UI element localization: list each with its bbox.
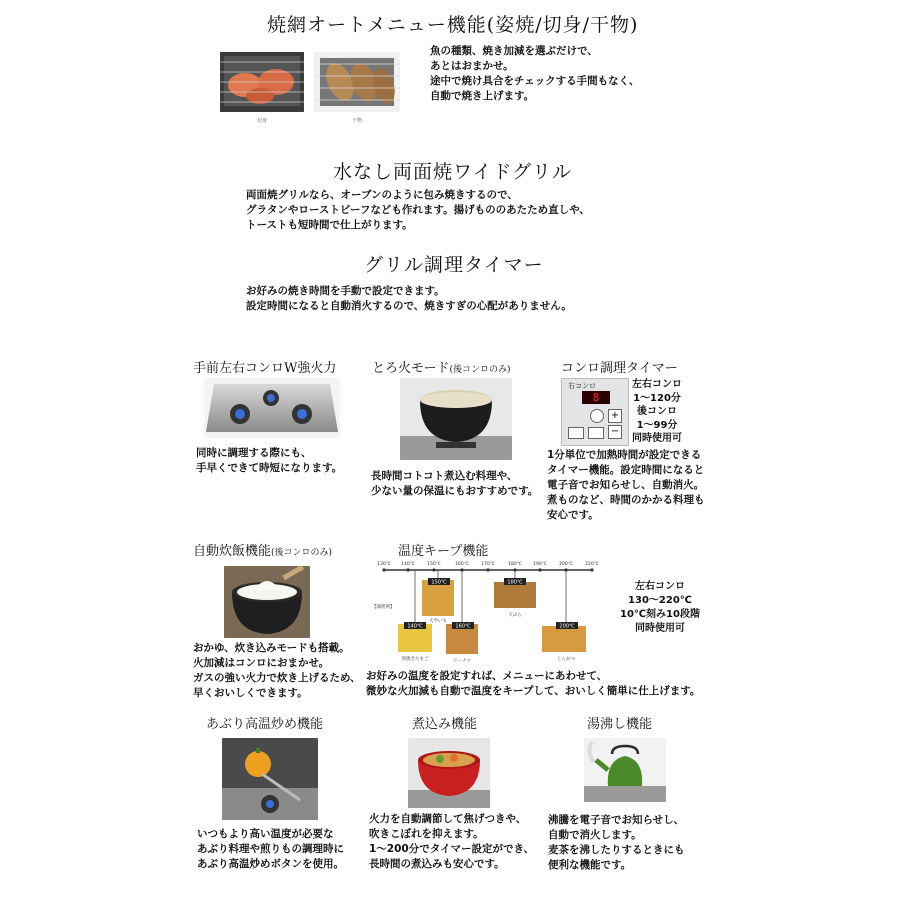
text-line: 同時に調理する際にも、 (196, 447, 312, 459)
text-line: 同時使用可 (632, 433, 682, 444)
text-line: 1〜120分 (633, 392, 681, 404)
text-line: 130〜220℃ (628, 595, 692, 606)
badge-text: 160℃ (455, 623, 471, 630)
text-line: 1分単位で加熱時間が設定できる (547, 449, 702, 461)
rice-title-main: 自動炊飯機能 (193, 544, 272, 559)
food-label: ドーナツ (453, 659, 471, 664)
cooktop-photo (204, 378, 340, 438)
text-line: 便利な機能です。 (548, 859, 632, 871)
badge-140 (404, 622, 426, 630)
badge-200 (556, 622, 578, 630)
badge-180 (504, 578, 526, 586)
text-line: 煮ものなど、時間のかかる料理も (547, 494, 705, 506)
text-line: ガスの強い火力で炊き上げるため、 (193, 672, 361, 684)
text-line: お好みの温度を設定すれば、メニューにあわせて、 (366, 670, 608, 682)
text-line: グラタンやローストビーフなども作れます。揚げもののあたため直しや、 (246, 204, 590, 216)
text-line: 魚の種類、焼き加減を選ぶだけで、 (430, 45, 598, 57)
text-line: 火力を自動調節して焦げつきや、 (369, 813, 527, 825)
food-image-tonkatsu (542, 623, 586, 652)
text-line: 両面焼グリルなら、オーブンのように包み焼きするので、 (246, 189, 518, 201)
scale-tick-label: 220℃ (585, 562, 599, 567)
timer-button-icon (588, 427, 604, 439)
scale-tick (590, 568, 593, 571)
temp-keep-description (366, 669, 700, 699)
text-line: 後コンロ (637, 406, 677, 417)
nikomi-title: 煮込み機能 (412, 717, 478, 732)
caption-kirimi: 切身 (257, 118, 268, 124)
text-line: 長時間の煮込みも安心です。 (369, 858, 505, 870)
grill-timer-description (246, 284, 572, 314)
grill-auto-description (430, 44, 639, 104)
text-line: あぶり高温炒めボタンを使用。 (197, 858, 344, 870)
timer-panel-label: 右コンロ (568, 382, 596, 390)
scale-tick (486, 568, 489, 571)
text-line: 早くおいしくできます。 (193, 687, 308, 699)
nikomi-description (369, 812, 534, 872)
text-line: 火加減はコンロにおまかせ。 (193, 657, 330, 669)
aburi-title: あぶり高温炒め機能 (206, 717, 324, 732)
badge-text: 140℃ (407, 623, 423, 630)
w-burner-description (196, 446, 342, 476)
badge-160 (452, 622, 474, 630)
scale-tick (432, 568, 435, 571)
scale-tick (406, 568, 409, 571)
text-line: あぶり料理や煎りもの調理時に (197, 843, 344, 855)
rice-title (193, 540, 332, 559)
text-line: おかゆ、炊き込みモードも搭載。 (193, 642, 350, 654)
text-line: 安心です。 (547, 509, 599, 521)
wide-grill-title: 水なし両面焼ワイドグリル (333, 161, 573, 183)
stove-timer-spec (632, 378, 682, 446)
scale-tick-label: 160℃ (455, 562, 469, 567)
text-line: 1〜200分でタイマー設定ができ、 (369, 843, 535, 855)
temp-keep-title: 温度キープ機能 (398, 544, 489, 559)
text-line: トーストも短時間で仕上がります。 (246, 219, 413, 231)
rice-title-sub: (後コンロのみ) (271, 548, 333, 558)
temp-keep-spec (620, 580, 700, 636)
scale-tick-label: 130℃ (377, 562, 391, 567)
aburi-pepper-photo (222, 738, 318, 820)
text-line: 長時間コトコト煮込む料理や、 (371, 470, 518, 482)
stove-timer-description (547, 448, 705, 523)
badge-text: 180℃ (507, 579, 523, 586)
grill-timer-title: グリル調理タイマー (364, 254, 544, 276)
scale-tick-label: 180℃ (508, 562, 522, 567)
simmer-title-main: とろ火モード (372, 361, 450, 376)
food-image-tempura (494, 579, 536, 608)
aburi-description (197, 827, 344, 872)
food-label: 大学いも (429, 619, 447, 624)
rice-description (193, 641, 361, 701)
text-line: 設定時間になると自動消火するので、焼きすぎの心配がありません。 (246, 300, 572, 312)
scale-tick-label: 140℃ (401, 562, 415, 567)
text-line: 同時使用可 (634, 623, 685, 634)
stove-timer-title: コンロ調理タイマー (561, 361, 678, 376)
w-burner-title: 手前左右コンロW強火力 (193, 361, 337, 376)
temperature-scale-diagram (370, 558, 610, 670)
text-line: 電子音でお知らせし、自動消火。 (547, 479, 705, 491)
text-line: 10℃刻み10段階 (620, 609, 700, 620)
timer-display: 8 (582, 391, 610, 404)
text-line: 沸騰を電子音でお知らせし、 (548, 814, 685, 826)
badge-text: 200℃ (559, 623, 575, 630)
text-line: いつもより高い温度が必要な (197, 828, 334, 840)
text-line: 微妙な火加減も自動で温度をキープして、おいしく簡単に仕上げます。 (366, 685, 701, 697)
timer-clock-icon (590, 409, 604, 423)
text-line: 少ない量の保温にもおすすめです。 (371, 485, 539, 497)
scale-tick-label: 190℃ (533, 562, 547, 567)
text-line: 手早くできて時短になります。 (196, 462, 343, 474)
timer-minus-icon: − (608, 425, 622, 439)
scale-tick-label: 200℃ (559, 562, 573, 567)
kettle-photo (584, 738, 666, 802)
food-label: 厚焼きたまご (401, 657, 429, 662)
timer-panel-image (561, 378, 629, 446)
food-label: とんかつ (557, 657, 575, 662)
scale-tick (538, 568, 541, 571)
wide-grill-description (246, 188, 590, 233)
text-line: 1〜99分 (636, 419, 678, 431)
salmon-fillet-photo (220, 52, 304, 112)
simmer-title (372, 357, 511, 376)
text-line: 途中で焼け具合をチェックする手間もなく、 (430, 75, 640, 87)
simmer-description (371, 469, 538, 499)
boil-description (548, 813, 685, 873)
text-line: 自動で焼き上げます。 (430, 90, 535, 102)
text-line: 左右コンロ (632, 379, 682, 390)
badge-150 (428, 578, 450, 586)
text-line: あとはおまかせ。 (430, 60, 514, 72)
text-line: 麦茶を沸したりするときにも (548, 844, 685, 856)
food-label: 天ぷら (508, 613, 522, 618)
timer-plus-icon: + (608, 409, 622, 423)
caption-himono: 干物 (352, 118, 363, 124)
timer-button-icon (568, 427, 584, 439)
scale-tick-label: 170℃ (481, 562, 495, 567)
grill-auto-title: 焼網オートメニュー機能(姿焼/切身/干物) (267, 14, 639, 36)
text-line: お好みの焼き時間を手動で設定できます。 (246, 285, 445, 297)
text-line: 左右コンロ (634, 581, 685, 592)
text-line: 自動で消火します。 (548, 829, 642, 841)
rice-pot-photo (224, 566, 310, 638)
badge-text: 150℃ (431, 579, 447, 586)
boil-title: 湯沸し機能 (587, 717, 653, 732)
example-label: 【調理例】 (372, 605, 395, 610)
text-line: タイマー機能。設定時間になると (547, 464, 705, 476)
nikomi-pot-photo (408, 738, 490, 808)
scale-tick-label: 150℃ (427, 562, 441, 567)
simmer-title-sub: (後コンロのみ) (449, 365, 511, 375)
dried-fish-photo (314, 52, 400, 112)
text-line: 吹きこぼれを抑えます。 (369, 828, 484, 840)
donabe-pot-photo (400, 378, 512, 460)
scale-tick (382, 568, 385, 571)
